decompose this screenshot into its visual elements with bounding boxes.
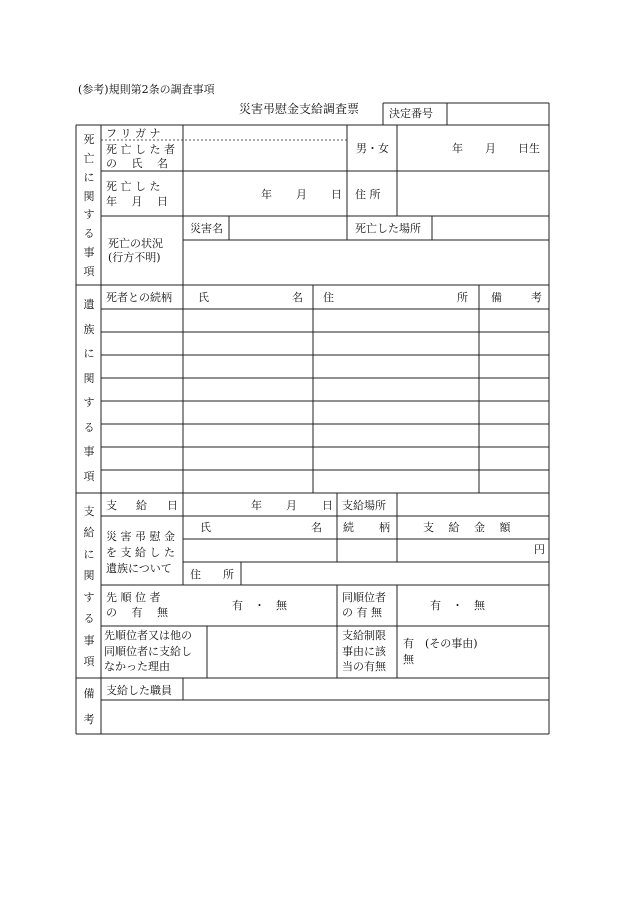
payee-address-ju: 住 <box>190 568 201 581</box>
section-payment-heading: 支 給 に 関 す る 事 項 <box>83 504 95 669</box>
death-month-label: 月 <box>296 188 307 201</box>
payee-relation-gara: 柄 <box>379 521 390 534</box>
pay-year-label: 年 <box>251 499 262 512</box>
death-place-label: 死亡した場所 <box>355 222 421 235</box>
disaster-name-label: 災害名 <box>190 222 223 235</box>
decision-number-field[interactable] <box>449 106 547 122</box>
payee-relation-zoku: 続 <box>343 521 354 534</box>
birth-month-label: 月 <box>485 142 496 155</box>
payment-amount-header: 支 給 金 額 <box>423 521 511 534</box>
decision-number-label: 決定番号 <box>389 107 433 120</box>
address-header-sho: 所 <box>457 291 468 304</box>
remarks-header-bi: 備 <box>491 291 502 304</box>
name-header-mei: 名 <box>292 291 303 304</box>
payee-name-shi: 氏 <box>200 521 211 534</box>
limit-yes-option[interactable]: 有 (その事由) <box>403 637 478 650</box>
staff-label: 支給した職員 <box>106 684 172 697</box>
payee-address-sho: 所 <box>223 568 234 581</box>
death-day-label: 日 <box>331 188 342 201</box>
form-title: 災害弔慰金支給調査票 <box>239 102 360 116</box>
death-status-label-2: (行方不明) <box>108 251 161 264</box>
family-label-1: 災 害 弔 慰 金 <box>106 530 175 543</box>
death-date-label-2: 年 月 日 <box>106 195 168 208</box>
deceased-name-label-1: 死 亡 し た 者 <box>106 143 175 156</box>
section-remarks-heading: 備 考 <box>83 687 95 726</box>
pay-place-label: 支給場所 <box>342 499 386 512</box>
limit-label-1: 支給制限 <box>342 629 386 642</box>
same-rank-label-2: の 有 無 <box>342 606 382 619</box>
name-header-shi: 氏 <box>198 291 209 304</box>
pay-month-label: 月 <box>286 499 297 512</box>
sex-field[interactable]: 男・女 <box>356 142 389 155</box>
birth-day-label: 日生 <box>518 142 540 155</box>
reason-label-3: なかった理由 <box>104 660 170 673</box>
limit-no-option[interactable]: 無 <box>403 653 414 666</box>
payee-name-mei: 名 <box>311 521 322 534</box>
reason-label-1: 先順位者又は他の <box>104 629 192 642</box>
prior-heir-label-1: 先 順 位 者 <box>106 591 161 604</box>
same-rank-choice[interactable]: 有 ・ 無 <box>430 599 485 612</box>
limit-label-2: 事由に該 <box>342 645 386 658</box>
remarks-header-ko: 考 <box>531 291 542 304</box>
same-rank-label-1: 同順位者 <box>342 591 386 604</box>
relation-header: 死者との続柄 <box>106 291 172 304</box>
deceased-name-label-2: の 氏 名 <box>106 157 168 170</box>
address-label: 住 所 <box>355 188 381 201</box>
furigana-label: フ リ ガ ナ <box>106 127 161 140</box>
pay-date-label-b: 給 <box>136 499 147 512</box>
yen-unit: 円 <box>534 543 545 556</box>
address-header-ju: 住 <box>323 291 334 304</box>
section-death-heading: 死 亡 に 関 す る 事 項 <box>83 133 95 278</box>
limit-label-3: 当の有無 <box>342 660 386 673</box>
section-family-heading: 遺 族 に 関 す る 事 項 <box>83 298 95 483</box>
birth-year-label: 年 <box>452 142 463 155</box>
pay-day-label: 日 <box>322 499 333 512</box>
death-date-label-1: 死 亡 し た <box>106 180 161 193</box>
death-year-label: 年 <box>261 188 272 201</box>
reference-note: (参考)規則第2条の調査事項 <box>78 83 215 96</box>
pay-date-label-c: 日 <box>167 499 178 512</box>
family-label-3: 遺族について <box>106 562 172 575</box>
pay-date-label-a: 支 <box>106 499 117 512</box>
family-label-2: を 支 給 し た <box>106 546 175 559</box>
reason-label-2: 同順位者に支給し <box>104 645 192 658</box>
death-status-label-1: 死亡の状況 <box>108 237 163 250</box>
prior-heir-label-2: の 有 無 <box>106 606 168 619</box>
prior-heir-choice[interactable]: 有 ・ 無 <box>232 599 287 612</box>
